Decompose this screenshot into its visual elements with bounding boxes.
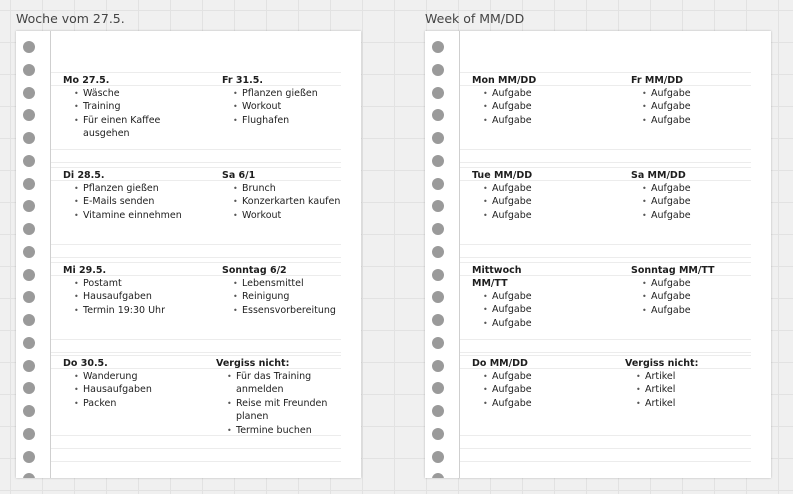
ruled-line [51,355,341,356]
margin-line [50,31,51,478]
task-item [63,100,193,113]
task-item [216,424,346,437]
binder-hole [23,473,35,478]
task-item [472,87,602,100]
bullet-icon: • [233,102,238,112]
task-item [222,87,352,100]
day-title: Vergiss nicht: [625,358,699,369]
bullet-icon: • [233,279,238,288]
binder-hole [23,200,35,212]
task-item [472,182,602,195]
bullet-icon: • [74,210,79,220]
task-text: Aufgabe [492,88,532,99]
bullet-icon: • [483,102,488,112]
task-item [63,277,193,290]
bullet-icon: • [74,279,79,288]
bullet-icon: • [642,305,647,315]
task-text: Aufgabe [651,101,691,113]
day-title: Tue MM/DD [472,170,533,181]
binder-hole [432,291,444,303]
bullet-icon: • [233,292,238,302]
task-text: Workout [242,101,282,113]
task-item [222,182,352,195]
ruled-line [460,72,751,73]
binder-hole [432,41,444,53]
day-title: Fr 31.5. [222,75,263,86]
task-item [63,114,193,141]
task-text: Reinigung [242,291,290,303]
task-item [631,304,761,317]
task-item [222,100,352,113]
bullet-icon: • [642,89,647,98]
task-text: Postamt [83,278,122,289]
task-text: Aufgabe [492,397,532,409]
bullet-icon: • [233,197,238,207]
task-item [625,397,755,410]
ruled-line [460,257,751,258]
bullet-icon: • [483,398,488,408]
binder-hole [23,451,35,463]
task-text: Aufgabe [492,304,532,316]
task-item [63,370,193,383]
task-item [216,370,346,397]
day-title: Mon MM/DD [472,75,537,86]
binder-hole [23,405,35,417]
day-block-reminders[interactable] [625,357,755,410]
bullet-icon: • [74,305,79,315]
task-list [472,182,602,222]
task-text: Aufgabe [651,209,691,221]
binder-hole [432,200,444,212]
task-text: Aufgabe [492,384,532,396]
binder-hole [432,382,444,394]
binder-hole [432,132,444,144]
day-block-tuesday[interactable] [472,169,602,222]
ruled-line [51,257,341,258]
task-text: Pflanzen gießen [83,183,159,194]
binder-hole [23,41,35,53]
binder-hole [432,178,444,190]
bullet-icon: • [233,115,238,125]
planner-page-german[interactable] [16,31,361,478]
task-text: Artikel [645,397,676,409]
task-list [625,370,755,410]
task-text: Pflanzen gießen [242,88,318,99]
day-title: Mi 29.5. [63,265,107,276]
task-text: Aufgabe [492,317,532,329]
bullet-icon: • [642,292,647,302]
task-item [222,290,352,303]
task-item [216,397,346,424]
day-block-saturday[interactable] [222,169,352,222]
bullet-icon: • [636,398,641,408]
ruled-line [460,352,751,353]
day-title: Sa 6/1 [222,170,256,181]
task-item [63,182,193,195]
ruled-line [51,149,341,150]
task-text: Brunch [242,183,276,194]
frame-title-german: Woche vom 27.5. [16,11,125,26]
task-text: Termine buchen [236,424,312,436]
binder-hole [23,360,35,372]
task-item [631,114,761,127]
task-item [222,195,352,208]
bullet-icon: • [74,372,79,381]
bullet-icon: • [483,372,488,381]
task-text: Aufgabe [492,196,532,208]
bullet-icon: • [227,372,232,381]
day-title: Vergiss nicht: [216,358,290,369]
bullet-icon: • [483,197,488,207]
binder-hole [23,132,35,144]
binder-hole [432,451,444,463]
task-text: Hausaufgaben [83,384,152,396]
task-item [472,317,602,330]
bullet-icon: • [642,279,647,288]
binder-hole [23,314,35,326]
bullet-icon: • [233,210,238,220]
bullet-icon: • [642,184,647,193]
bullet-icon: • [636,372,641,381]
bullet-icon: • [74,398,79,408]
day-title: Sonntag 6/2 [222,265,287,276]
margin-line [459,31,460,478]
ruled-line [460,448,751,449]
task-item [222,304,352,317]
bullet-icon: • [483,292,488,301]
binder-hole [432,405,444,417]
task-text: Termin 19:30 Uhr [83,304,165,316]
task-text: Aufgabe [492,209,532,221]
binder-hole [23,337,35,349]
task-text: Aufgabe [651,304,691,316]
task-list [631,182,761,222]
bullet-icon: • [642,115,647,125]
binder-hole [23,223,35,235]
binder-hole [432,337,444,349]
day-block-sunday[interactable] [222,264,352,317]
task-text: Für einen Kaffee ausgehen [83,114,161,140]
planner-page-template[interactable] [425,31,771,478]
task-list [63,182,193,222]
day-block-saturday[interactable] [631,169,761,222]
task-item [472,303,602,316]
task-item [472,209,602,222]
task-item [222,114,352,127]
bullet-icon: • [74,292,79,302]
task-item [472,100,602,113]
task-item [63,195,193,208]
task-item [472,290,602,303]
task-item [631,195,761,208]
task-text: Aufgabe [651,196,691,208]
task-list [63,370,193,410]
task-item [63,304,193,317]
binder-hole [432,87,444,99]
ruled-line [51,167,341,168]
task-text: Workout [242,209,282,221]
task-text: Training [83,101,121,113]
task-item [63,383,193,396]
day-block-wednesday[interactable] [472,264,542,330]
binder-hole [432,269,444,281]
task-text: Aufgabe [492,371,532,382]
bullet-icon: • [233,305,238,315]
task-text: Aufgabe [492,114,532,126]
binder-holes [23,41,37,478]
binder-hole [432,109,444,121]
task-item [222,277,352,290]
bullet-icon: • [483,184,488,193]
binder-hole [23,64,35,76]
task-item [63,397,193,410]
binder-holes [432,41,446,478]
task-item [63,209,193,222]
ruled-line [51,72,341,73]
task-text: Aufgabe [651,114,691,126]
binder-hole [432,155,444,167]
bullet-icon: • [74,102,79,112]
task-list [216,370,346,437]
task-item [63,87,193,100]
day-title: Mittwoch MM/TT [472,265,522,289]
day-title: Do 30.5. [63,358,108,369]
day-title: Sa MM/DD [631,170,686,181]
task-item [631,277,761,290]
task-item [631,87,761,100]
binder-hole [23,178,35,190]
bullet-icon: • [636,385,641,395]
day-block-friday[interactable] [631,74,761,127]
task-item [472,370,602,383]
task-text: Aufgabe [651,183,691,194]
ruled-line [460,355,751,356]
bullet-icon: • [74,115,79,125]
ruled-line [460,244,751,245]
task-text: Artikel [645,384,676,396]
day-title: Fr MM/DD [631,75,684,86]
task-text: Aufgabe [651,291,691,303]
ruled-line [51,244,341,245]
binder-hole [23,382,35,394]
task-text: Artikel [645,371,676,382]
task-list [472,87,602,127]
task-list [222,277,352,317]
task-list [472,290,602,330]
task-text: Essensvorbereitung [242,304,336,316]
task-text: Für das Training anmelden [236,371,312,396]
binder-hole [23,87,35,99]
binder-hole [23,428,35,440]
task-item [63,290,193,303]
ruled-line [460,262,751,263]
task-text: Hausaufgaben [83,291,152,303]
binder-hole [432,223,444,235]
task-list [222,87,352,127]
bullet-icon: • [483,210,488,220]
ruled-line [460,167,751,168]
day-title: Di 28.5. [63,170,105,181]
binder-hole [23,109,35,121]
binder-hole [432,246,444,258]
task-text: Vitamine einnehmen [83,209,182,221]
task-item [472,397,602,410]
binder-hole [432,64,444,76]
day-block-thursday[interactable] [472,357,602,410]
bullet-icon: • [74,385,79,395]
bullet-icon: • [642,102,647,112]
ruled-line [460,162,751,163]
task-text: Konzerkarten kaufen [242,196,341,208]
binder-hole [23,246,35,258]
task-text: Aufgabe [492,101,532,113]
day-title: Do MM/DD [472,358,528,369]
task-text: E-Mails senden [83,196,155,208]
day-block-reminders[interactable] [216,357,346,437]
ruled-line [460,149,751,150]
bullet-icon: • [74,89,79,98]
binder-hole [432,314,444,326]
task-list [63,277,193,317]
day-title: Mo 27.5. [63,75,110,86]
task-list [631,277,761,317]
task-item [631,290,761,303]
bullet-icon: • [227,425,232,435]
bullet-icon: • [233,184,238,193]
task-text: Wäsche [83,88,120,99]
task-item [631,100,761,113]
task-list [472,370,602,410]
bullet-icon: • [74,197,79,207]
task-text: Aufgabe [651,88,691,99]
ruled-line [51,461,341,462]
ruled-line [460,435,751,436]
day-block-monday[interactable] [63,74,193,141]
day-title: Sonntag MM/TT [631,265,715,276]
bullet-icon: • [483,305,488,315]
ruled-line [51,339,341,340]
ruled-line [460,339,751,340]
frame-title-template: Week of MM/DD [425,11,525,26]
day-block-tuesday[interactable] [63,169,193,222]
bullet-icon: • [483,385,488,395]
day-block-thursday[interactable] [63,357,193,410]
binder-hole [23,155,35,167]
ruled-line [51,262,341,263]
bullet-icon: • [483,89,488,98]
task-item [472,114,602,127]
task-list [63,87,193,141]
bullet-icon: • [483,115,488,125]
binder-hole [432,360,444,372]
day-block-monday[interactable] [472,74,602,127]
bullet-icon: • [74,184,79,193]
task-text: Lebensmittel [242,278,304,289]
task-text: Aufgabe [492,291,532,302]
task-text: Flughafen [242,114,290,126]
task-text: Reise mit Freunden planen [236,397,328,423]
bullet-icon: • [642,210,647,220]
task-item [472,383,602,396]
bullet-icon: • [227,398,232,408]
binder-hole [432,473,444,478]
task-text: Packen [83,397,117,409]
bullet-icon: • [483,318,488,328]
task-item [625,370,755,383]
ruled-line [51,448,341,449]
day-block-wednesday[interactable] [63,264,193,317]
task-item [222,209,352,222]
task-text: Aufgabe [492,183,532,194]
bullet-icon: • [642,197,647,207]
day-block-friday[interactable] [222,74,352,127]
task-item [625,383,755,396]
task-item [472,195,602,208]
ruled-line [51,352,341,353]
binder-hole [23,269,35,281]
task-item [631,182,761,195]
binder-hole [23,291,35,303]
task-text: Aufgabe [651,278,691,289]
binder-hole [432,428,444,440]
task-text: Wanderung [83,371,138,382]
task-list [631,87,761,127]
day-block-sunday[interactable] [631,264,761,317]
task-item [631,209,761,222]
ruled-line [460,461,751,462]
ruled-line [51,162,341,163]
bullet-icon: • [233,89,238,98]
task-list [222,182,352,222]
